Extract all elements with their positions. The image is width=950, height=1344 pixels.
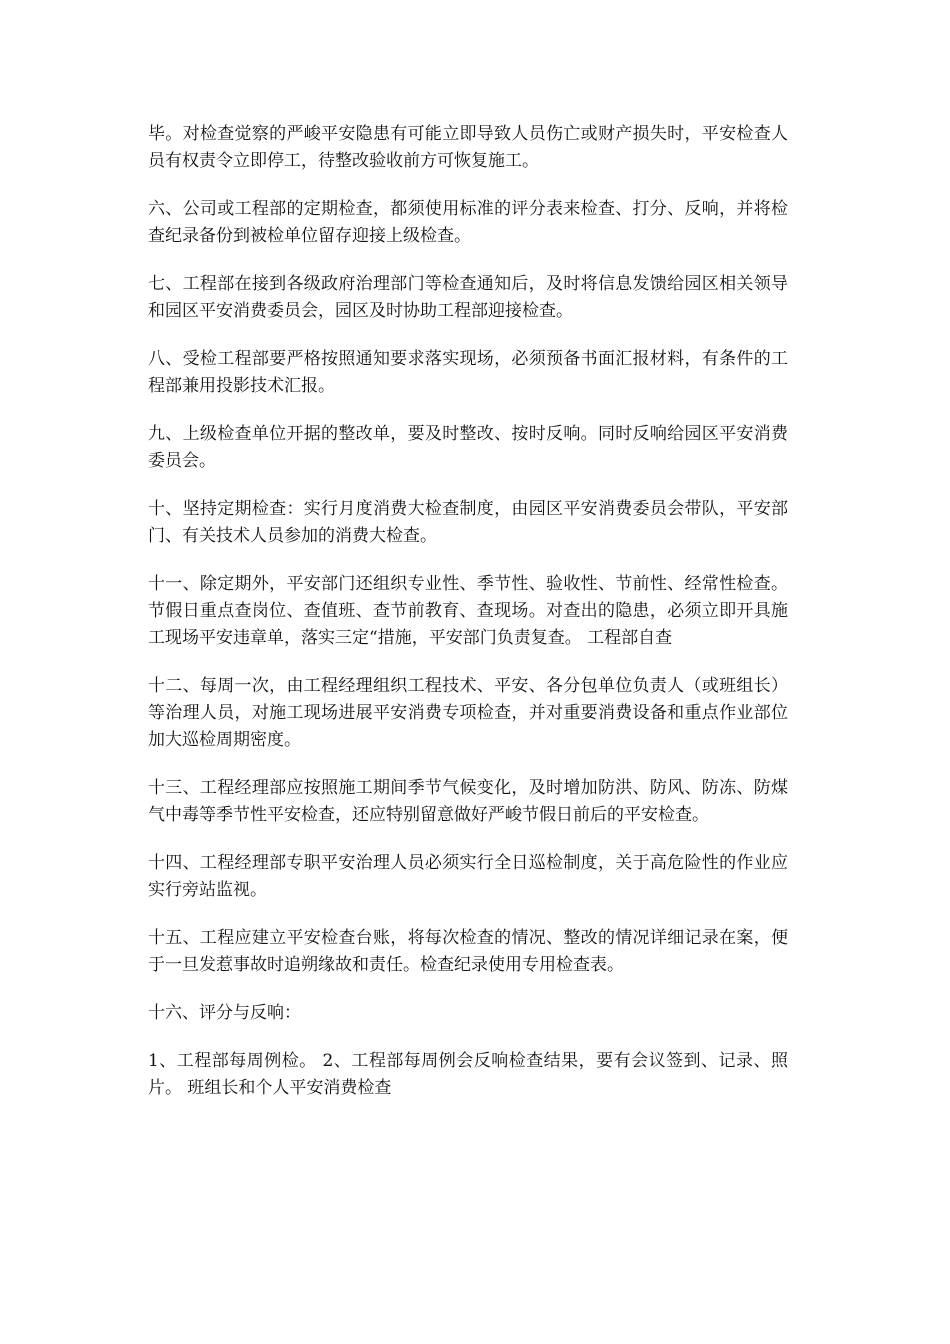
paragraph-item-8: 八、受检工程部要严格按照通知要求落实现场，必须预备书面汇报材料，有条件的工程部兼用投影技术汇报。 <box>148 349 788 396</box>
paragraph-sub-items: 1、工程部每周例检。 2、工程部每周例会反响检查结果，要有会议签到、记录、照片。 班组长和个人平安消费检查 <box>148 1051 788 1098</box>
paragraph-item-10: 十、坚持定期检查：实行月度消费大检查制度，由园区平安消费委员会带队，平安部门、有关技术人员参加的消费大检查。 <box>148 499 788 546</box>
paragraph-item-6: 六、公司或工程部的定期检查，都须使用标准的评分表来检查、打分、反响，并将检查纪录备份到被检单位留存迎接上级检查。 <box>148 199 788 246</box>
paragraph-item-11: 十一、除定期外，平安部门还组织专业性、季节性、验收性、节前性、经常性检查。节假日重点查岗位、查值班、查节前教育、查现场。对查出的隐患，必须立即开具施工现场平安违章单，落实三定“措施，平安部门负责复查。 工程部自查 <box>148 574 788 648</box>
paragraph-continuation: 毕。对检查觉察的严峻平安隐患有可能立即导致人员伤亡或财产损失时，平安检查人员有权责令立即停工，待整改验收前方可恢复施工。 <box>148 124 788 171</box>
paragraph-item-12: 十二、每周一次，由工程经理组织工程技术、平安、各分包单位负责人（或班组长）等治理人员，对施工现场进展平安消费专项检查，并对重要消费设备和重点作业部位加大巡检周期密度。 <box>148 676 788 750</box>
paragraph-item-15: 十五、工程应建立平安检查台账，将每次检查的情况、整改的情况详细记录在案，便于一旦发惹事故时追朔缘故和责任。检查纪录使用专用检查表。 <box>148 928 788 975</box>
paragraph-item-14: 十四、工程经理部专职平安治理人员必须实行全日巡检制度，关于高危险性的作业应实行旁站监视。 <box>148 853 788 900</box>
paragraph-item-9: 九、上级检查单位开据的整改单，要及时整改、按时反响。同时反响给园区平安消费委员会。 <box>148 424 788 471</box>
paragraph-item-13: 十三、工程经理部应按照施工期间季节气候变化，及时增加防洪、防风、防冻、防煤气中毒等季节性平安检查，还应特别留意做好严峻节假日前后的平安检查。 <box>148 778 788 825</box>
paragraph-item-16: 十六、评分与反响： <box>148 1003 301 1023</box>
paragraph-item-7: 七、工程部在接到各级政府治理部门等检查通知后，及时将信息发馈给园区相关领导和园区平安消费委员会，园区及时协助工程部迎接检查。 <box>148 274 788 321</box>
document-body <box>148 121 788 1123</box>
